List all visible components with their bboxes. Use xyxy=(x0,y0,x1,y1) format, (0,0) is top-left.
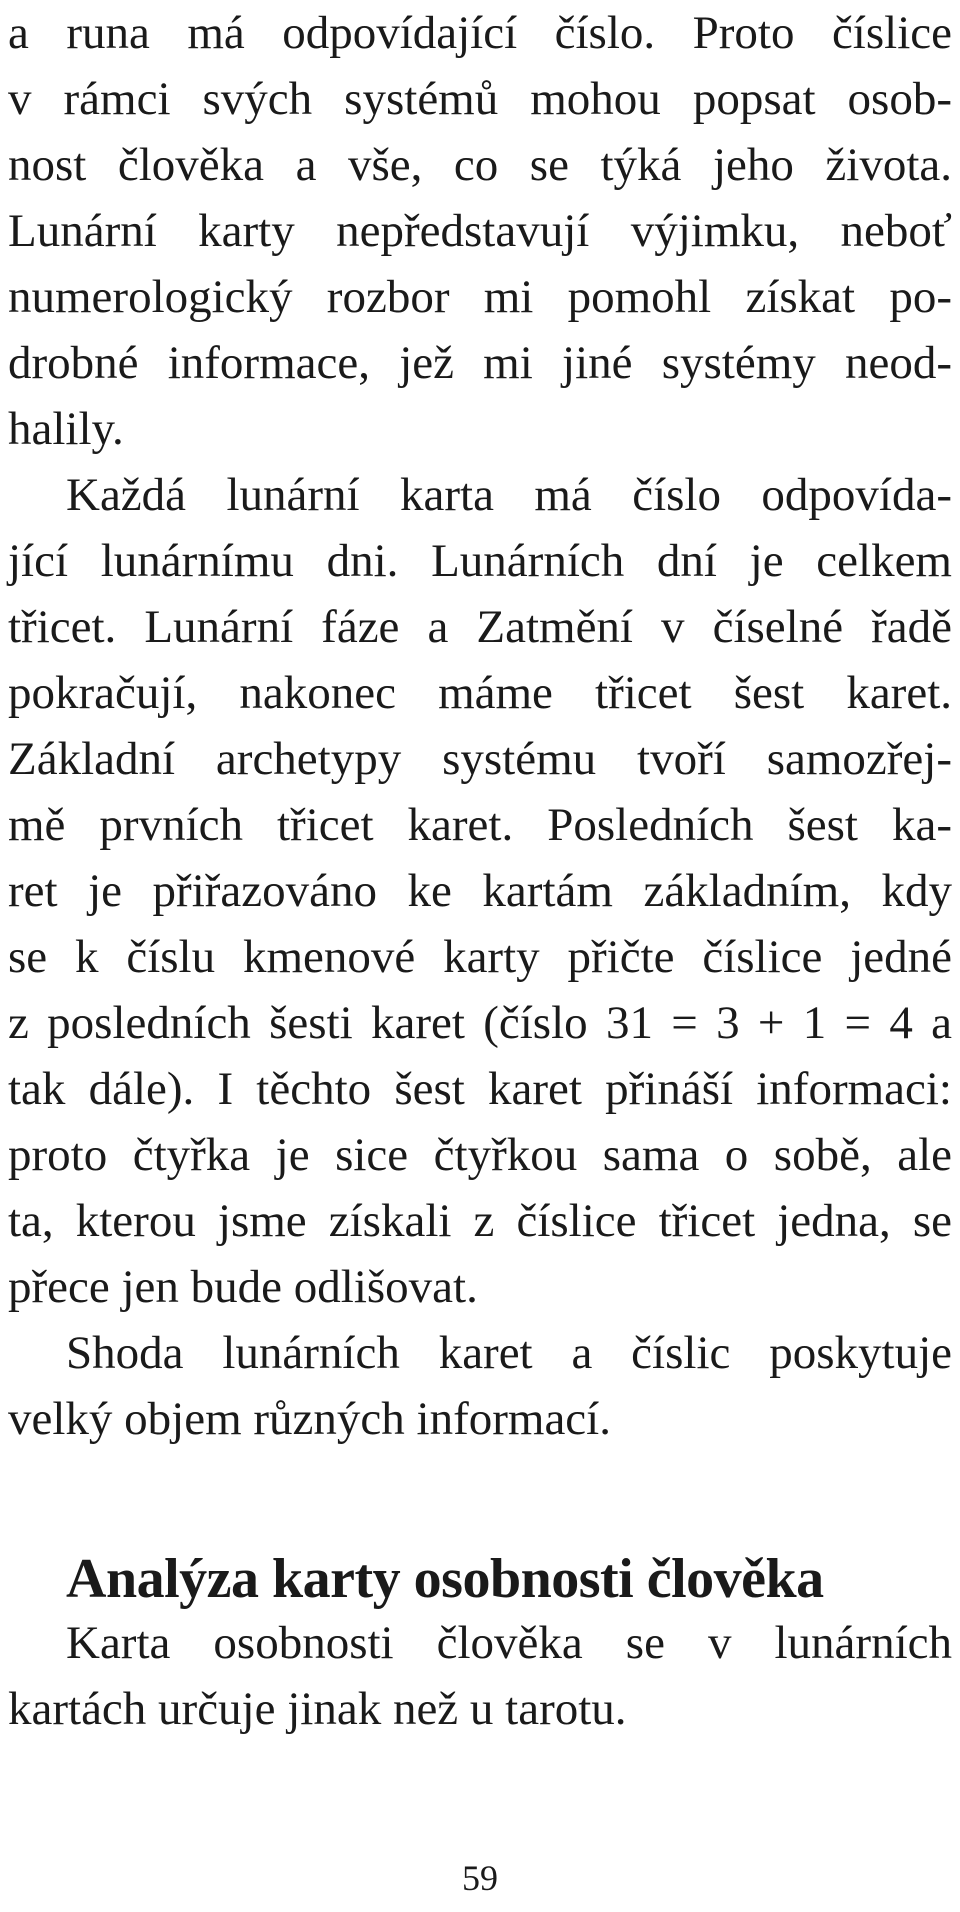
paragraph-3 xyxy=(8,1320,952,1452)
text-line: a runa má odpovídající číslo. Proto číslice xyxy=(8,7,952,59)
text-line: Karta osobnosti člověka se v lunárních xyxy=(66,1617,952,1669)
paragraph-2 xyxy=(8,462,952,1320)
text-line: přece jen bude odlišovat. xyxy=(8,1261,478,1313)
paragraph-4 xyxy=(8,1610,952,1742)
text-line: nost člověka a vše, co se týká jeho života. xyxy=(8,139,952,191)
text-line: kartách určuje jinak než u tarotu. xyxy=(8,1683,627,1735)
text-line: halily. xyxy=(8,403,124,455)
text-line: ret je přiřazováno ke kartám základním, kdy xyxy=(8,865,952,917)
text-line: Lunární karty nepředstavují výjimku, neboť xyxy=(8,205,952,257)
section-heading: Analýza karty osobnosti člověka xyxy=(66,1548,824,1610)
text-line: Každá lunární karta má číslo odpovída- xyxy=(66,469,952,521)
text-line: třicet. Lunární fáze a Zatmění v číselné řadě xyxy=(8,601,952,653)
text-line: jící lunárnímu dni. Lunárních dní je celkem xyxy=(8,535,952,587)
text-line: se k číslu kmenové karty přičte číslice jedné xyxy=(8,931,952,983)
text-line: mě prvních třicet karet. Posledních šest ka- xyxy=(8,799,952,851)
text-line: velký objem různých informací. xyxy=(8,1393,611,1445)
text-line: drobné informace, jež mi jiné systémy neod- xyxy=(8,337,952,389)
text-line: Základní archetypy systému tvoří samozřej- xyxy=(8,733,952,785)
text-line: Shoda lunárních karet a číslic poskytuje xyxy=(66,1327,952,1379)
text-line: pokračují, nakonec máme třicet šest karet. xyxy=(8,667,952,719)
text-line: v rámci svých systémů mohou popsat osob- xyxy=(8,73,952,125)
book-page xyxy=(8,0,952,1452)
text-line: ta, kterou jsme získali z číslice třicet jedna, se xyxy=(8,1195,952,1247)
paragraph-1 xyxy=(8,0,952,462)
page-number: 59 xyxy=(462,1858,498,1898)
text-line: numerologický rozbor mi pomohl získat po- xyxy=(8,271,952,323)
text-line: proto čtyřka je sice čtyřkou sama o sobě, ale xyxy=(8,1129,952,1181)
text-line: tak dále). I těchto šest karet přináší informaci: xyxy=(8,1063,952,1115)
text-line: z posledních šesti karet (číslo 31 = 3 + 1 = 4 a xyxy=(8,997,952,1049)
